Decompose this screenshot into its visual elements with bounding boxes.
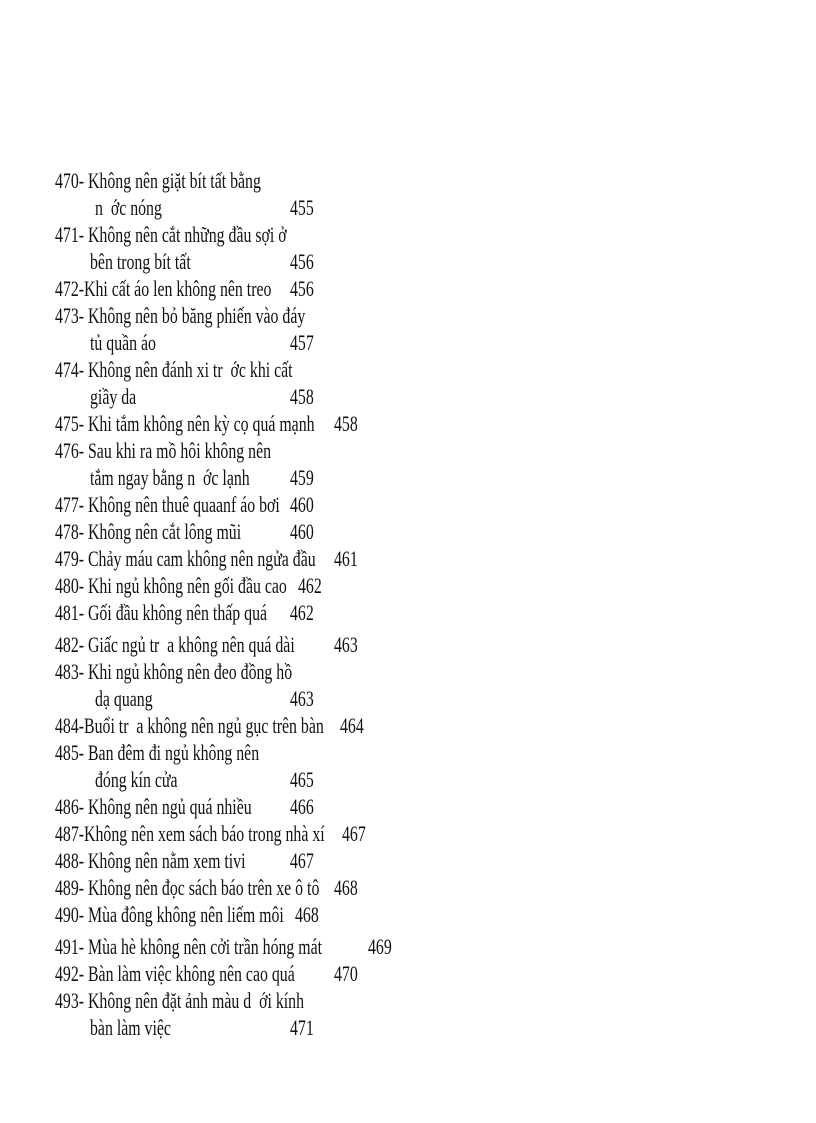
toc-entry-title: dạ quang bbox=[95, 686, 153, 711]
toc-entry-title: 481- Gối đầu không nên thấp quá bbox=[55, 600, 268, 625]
toc-entry-title: 479- Chảy máu cam không nên ngửa đầu bbox=[55, 546, 316, 571]
toc-entry-page: 456 bbox=[290, 276, 314, 301]
toc-entry-title: đóng kín cửa bbox=[95, 767, 178, 792]
toc-entry-page: 461 bbox=[334, 546, 358, 571]
toc-entry-page: 471 bbox=[290, 1015, 314, 1040]
toc-entry-title: 492- Bàn làm việc không nên cao quá bbox=[55, 961, 295, 986]
toc-entry-title: 476- Sau khi ra mồ hôi không nên bbox=[55, 438, 272, 463]
toc-entry-title: 488- Không nên nằm xem tivi bbox=[55, 848, 246, 873]
toc-entry-title: 474- Không nên đánh xi tr ớc khi cất bbox=[55, 357, 293, 382]
toc-entry-title: 485- Ban đêm đi ngủ không nên bbox=[55, 740, 260, 765]
toc-entry-title: bàn làm việc bbox=[90, 1015, 171, 1040]
toc-entry-page: 455 bbox=[290, 195, 314, 220]
toc-entry-page: 456 bbox=[290, 249, 314, 274]
toc-entry-title: 471- Không nên cắt những đầu sợi ở bbox=[55, 222, 287, 247]
toc-entry-title: 475- Khi tắm không nên kỳ cọ quá mạnh bbox=[55, 411, 315, 436]
toc-entry-title: 477- Không nên thuê quaanf áo bơi bbox=[55, 492, 280, 517]
toc-entry-title: 472-Khi cất áo len không nên treo bbox=[55, 276, 272, 301]
toc-entry-title: 473- Không nên bỏ băng phiến vào đáy bbox=[55, 303, 306, 328]
toc-entry-title: bên trong bít tất bbox=[90, 249, 191, 274]
toc-entry-title: 490- Mùa đông không nên liếm môi bbox=[55, 902, 284, 927]
toc-entry-title: 486- Không nên ngủ quá nhiều bbox=[55, 794, 252, 819]
toc-entry-page: 468 bbox=[334, 875, 358, 900]
toc-entry-title: 470- Không nên giặt bít tất bằng bbox=[55, 168, 261, 193]
toc-entry-title: 482- Giấc ngủ tr a không nên quá dài bbox=[55, 632, 295, 657]
toc-entry-title: 491- Mùa hè không nên cởi trần hóng mát bbox=[55, 934, 323, 959]
toc-entry-page: 469 bbox=[368, 934, 392, 959]
toc-entry-page: 465 bbox=[290, 767, 314, 792]
toc-entry-page: 464 bbox=[340, 713, 364, 738]
toc-entry-title: giầy da bbox=[90, 384, 137, 409]
toc-entry-title: 483- Khi ngủ không nên đeo đồng hồ bbox=[55, 659, 293, 684]
toc-entry-page: 457 bbox=[290, 330, 314, 355]
toc-entry-page: 459 bbox=[290, 465, 314, 490]
toc-entry-page: 462 bbox=[290, 600, 314, 625]
toc-entry-page: 458 bbox=[334, 411, 358, 436]
toc-entry-page: 468 bbox=[295, 902, 319, 927]
toc-entry-title: 487-Không nên xem sách báo trong nhà xí bbox=[55, 821, 325, 846]
toc-entry-page: 462 bbox=[298, 573, 322, 598]
toc-entry-title: tắm ngay bằng n ớc lạnh bbox=[90, 465, 250, 490]
toc-entry-page: 467 bbox=[290, 848, 314, 873]
toc-entry-title: 484-Buổi tr a không nên ngủ gục trên bàn bbox=[55, 713, 324, 738]
toc-entry-title: tủ quần áo bbox=[90, 330, 156, 355]
toc-entry-page: 458 bbox=[290, 384, 314, 409]
toc-entry-page: 463 bbox=[334, 632, 358, 657]
toc-entry-page: 467 bbox=[342, 821, 366, 846]
toc-entry-title: 480- Khi ngủ không nên gối đầu cao bbox=[55, 573, 287, 598]
toc-entry-page: 460 bbox=[290, 519, 314, 544]
toc-entry-title: 478- Không nên cắt lông mũi bbox=[55, 519, 242, 544]
toc-entry-page: 470 bbox=[334, 961, 358, 986]
toc-entry-title: 493- Không nên đặt ảnh màu d ới kính bbox=[55, 988, 305, 1013]
toc-entry-page: 463 bbox=[290, 686, 314, 711]
toc-entry-title: n ớc nóng bbox=[95, 195, 162, 220]
toc-entry-title: 489- Không nên đọc sách báo trên xe ô tô bbox=[55, 875, 320, 900]
toc-entry-page: 466 bbox=[290, 794, 314, 819]
toc-entry-page: 460 bbox=[290, 492, 314, 517]
